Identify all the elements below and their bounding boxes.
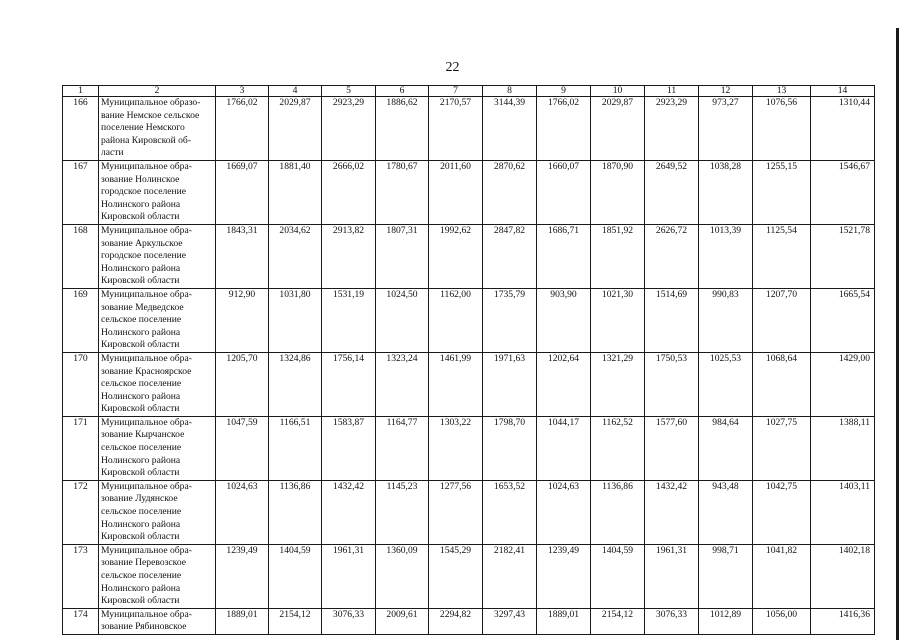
municipality-name-line: городское поселение — [101, 250, 187, 262]
column-header-2: 2 — [99, 86, 216, 97]
municipality-name-line: сельское поселение — [101, 442, 182, 454]
municipality-name-line: зование Рябиновское — [101, 621, 187, 633]
column-header-9: 9 — [537, 86, 591, 97]
value-cell-col-13: 1056,00 — [753, 608, 811, 634]
value-cell-col-8: 2870,62 — [483, 161, 537, 225]
table-row — [63, 97, 875, 161]
municipality-name-line: сельское поселение — [101, 570, 182, 581]
value-cell-col-6: 1024,50 — [376, 288, 429, 352]
value-cell-col-4: 2154,12 — [269, 608, 322, 634]
value-cell-col-10: 1021,30 — [591, 288, 645, 352]
table-row — [63, 480, 875, 544]
row-number: 166 — [63, 97, 99, 161]
value-cell-col-4: 1324,86 — [269, 352, 322, 416]
municipality-name-line: зование Красноярское — [101, 365, 192, 377]
table-header — [63, 86, 875, 97]
value-cell-col-14: 1521,78 — [811, 224, 875, 288]
value-cell-col-9: 1889,01 — [537, 608, 591, 634]
table-row — [63, 544, 875, 608]
value-cell-col-14: 1402,18 — [811, 544, 875, 608]
municipality-name-line: зование Медведское — [101, 301, 184, 313]
column-header-8: 8 — [483, 86, 537, 97]
table-row — [63, 608, 875, 634]
value-cell-col-4: 1136,86 — [269, 480, 322, 544]
row-number: 170 — [63, 352, 99, 416]
value-cell-col-10: 1870,90 — [591, 161, 645, 225]
value-cell-col-13: 1076,56 — [753, 97, 811, 161]
column-header-14: 14 — [811, 86, 875, 97]
value-cell-col-10: 1404,59 — [591, 544, 645, 608]
value-cell-col-11: 3076,33 — [645, 608, 699, 634]
column-header-12: 12 — [699, 86, 753, 97]
value-cell-col-7: 1303,22 — [429, 416, 483, 480]
municipality-name — [99, 224, 216, 288]
value-cell-col-9: 1024,63 — [537, 480, 591, 544]
municipality-name-line: Муниципальное обра- — [101, 224, 192, 236]
row-number: 167 — [63, 161, 99, 225]
page-number: 22 — [445, 60, 460, 75]
column-header-13: 13 — [753, 86, 811, 97]
municipality-name-line: поселение Немского — [101, 122, 185, 134]
column-header-6: 6 — [376, 86, 429, 97]
municipality-name — [99, 352, 216, 416]
value-cell-col-6: 1145,23 — [376, 480, 429, 544]
row-number: 174 — [63, 608, 99, 634]
value-cell-col-14: 1403,11 — [811, 480, 875, 544]
value-cell-col-13: 1125,54 — [753, 224, 811, 288]
value-cell-col-14: 1429,00 — [811, 352, 875, 416]
value-cell-col-12: 984,64 — [699, 416, 753, 480]
value-cell-col-12: 1025,53 — [699, 352, 753, 416]
value-cell-col-11: 2923,29 — [645, 97, 699, 161]
municipality-name-line: Нолинского района — [101, 390, 181, 402]
value-cell-col-5: 1531,19 — [322, 288, 376, 352]
row-number: 171 — [63, 416, 99, 480]
column-header-10: 10 — [591, 86, 645, 97]
municipality-name-line: Кировской области — [101, 403, 180, 415]
value-cell-col-5: 3076,33 — [322, 608, 376, 634]
row-number: 169 — [63, 288, 99, 352]
value-cell-col-4: 2034,62 — [269, 224, 322, 288]
value-cell-col-8: 1971,63 — [483, 352, 537, 416]
value-cell-col-14: 1665,54 — [811, 288, 875, 352]
value-cell-col-5: 1583,87 — [322, 416, 376, 480]
municipality-name-line: Кировской области — [101, 275, 180, 287]
data-table — [62, 85, 875, 635]
value-cell-col-4: 1881,40 — [269, 161, 322, 225]
value-cell-col-12: 1013,39 — [699, 224, 753, 288]
municipality-name-line: Кировской области — [101, 595, 180, 607]
value-cell-col-11: 2626,72 — [645, 224, 699, 288]
value-cell-col-11: 2649,52 — [645, 161, 699, 225]
value-cell-col-12: 1012,89 — [699, 608, 753, 634]
value-cell-col-4: 1404,59 — [269, 544, 322, 608]
value-cell-col-13: 1041,82 — [753, 544, 811, 608]
municipality-name-line: Нолинского района — [101, 198, 181, 210]
municipality-name-line: зование Лудянское — [101, 493, 178, 505]
value-cell-col-6: 1164,77 — [376, 416, 429, 480]
value-cell-col-7: 1545,29 — [429, 544, 483, 608]
row-number: 172 — [63, 480, 99, 544]
table-row — [63, 224, 875, 288]
municipality-name-line: вание Немское сельское — [101, 109, 200, 121]
municipality-name-line: сельское поселение — [101, 314, 182, 326]
value-cell-col-6: 1360,09 — [376, 544, 429, 608]
value-cell-col-9: 1202,64 — [537, 352, 591, 416]
value-cell-col-14: 1416,36 — [811, 608, 875, 634]
value-cell-col-12: 990,83 — [699, 288, 753, 352]
municipality-name-line: Кировской области — [101, 531, 180, 543]
value-cell-col-8: 1798,70 — [483, 416, 537, 480]
value-cell-col-10: 2029,87 — [591, 97, 645, 161]
value-cell-col-5: 2923,29 — [322, 97, 376, 161]
municipality-name-line: Нолинского района — [101, 326, 181, 338]
column-header-1: 1 — [63, 86, 99, 97]
table-body — [63, 97, 875, 635]
value-cell-col-12: 973,27 — [699, 97, 753, 161]
value-cell-col-10: 1321,29 — [591, 352, 645, 416]
municipality-name-line: зование Аркульское — [101, 237, 183, 249]
value-cell-col-3: 1024,63 — [216, 480, 269, 544]
value-cell-col-10: 1851,92 — [591, 224, 645, 288]
value-cell-col-9: 1660,07 — [537, 161, 591, 225]
value-cell-col-4: 1031,80 — [269, 288, 322, 352]
value-cell-col-5: 2913,82 — [322, 224, 376, 288]
value-cell-col-13: 1255,15 — [753, 161, 811, 225]
municipality-name-line: зование Перевозское — [101, 557, 187, 569]
value-cell-col-7: 2011,60 — [429, 161, 483, 225]
value-cell-col-10: 2154,12 — [591, 608, 645, 634]
municipality-name-line: ласти — [101, 147, 124, 159]
value-cell-col-3: 1239,49 — [216, 544, 269, 608]
municipality-name-line: Нолинского района — [101, 518, 181, 530]
value-cell-col-3: 1669,07 — [216, 161, 269, 225]
municipality-name-line: Нолинского района — [101, 582, 181, 594]
value-cell-col-9: 1686,71 — [537, 224, 591, 288]
value-cell-col-3: 1843,31 — [216, 224, 269, 288]
value-cell-col-14: 1546,67 — [811, 161, 875, 225]
value-cell-col-13: 1068,64 — [753, 352, 811, 416]
column-header-7: 7 — [429, 86, 483, 97]
municipality-name-line: Муниципальное образо- — [101, 97, 201, 108]
value-cell-col-7: 2170,57 — [429, 97, 483, 161]
value-cell-col-12: 943,48 — [699, 480, 753, 544]
municipality-name — [99, 480, 216, 544]
value-cell-col-7: 1992,62 — [429, 224, 483, 288]
scan-edge-rule — [896, 28, 899, 640]
municipality-name-line: района Кировской об- — [101, 134, 192, 146]
column-header-4: 4 — [269, 86, 322, 97]
value-cell-col-5: 1961,31 — [322, 544, 376, 608]
value-cell-col-10: 1162,52 — [591, 416, 645, 480]
municipality-name — [99, 608, 216, 634]
municipality-name — [99, 97, 216, 161]
value-cell-col-3: 1047,59 — [216, 416, 269, 480]
value-cell-col-6: 1807,31 — [376, 224, 429, 288]
value-cell-col-14: 1388,11 — [811, 416, 875, 480]
value-cell-col-12: 998,71 — [699, 544, 753, 608]
value-cell-col-11: 1432,42 — [645, 480, 699, 544]
value-cell-col-13: 1027,75 — [753, 416, 811, 480]
value-cell-col-8: 3297,43 — [483, 608, 537, 634]
value-cell-col-8: 1653,52 — [483, 480, 537, 544]
value-cell-col-8: 2182,41 — [483, 544, 537, 608]
value-cell-col-8: 3144,39 — [483, 97, 537, 161]
value-cell-col-4: 1166,51 — [269, 416, 322, 480]
value-cell-col-6: 1323,24 — [376, 352, 429, 416]
value-cell-col-11: 1750,53 — [645, 352, 699, 416]
municipality-name-line: Нолинского района — [101, 454, 181, 466]
row-number: 173 — [63, 544, 99, 608]
row-number: 168 — [63, 224, 99, 288]
municipality-name-line: Муниципальное обра- — [101, 352, 192, 364]
municipality-name-line: Муниципальное обра- — [101, 544, 192, 556]
column-header-3: 3 — [216, 86, 269, 97]
header-row — [63, 86, 875, 97]
value-cell-col-7: 1162,00 — [429, 288, 483, 352]
municipality-name-line: Муниципальное обра- — [101, 161, 192, 172]
municipality-name-line: городское поселение — [101, 186, 187, 198]
value-cell-col-9: 1044,17 — [537, 416, 591, 480]
municipality-name-line: Кировской области — [101, 339, 180, 351]
value-cell-col-7: 2294,82 — [429, 608, 483, 634]
value-cell-col-6: 1886,62 — [376, 97, 429, 161]
value-cell-col-9: 903,90 — [537, 288, 591, 352]
table-row — [63, 352, 875, 416]
municipality-name-line: Кировской области — [101, 467, 180, 479]
value-cell-col-3: 1205,70 — [216, 352, 269, 416]
value-cell-col-3: 912,90 — [216, 288, 269, 352]
value-cell-col-5: 1756,14 — [322, 352, 376, 416]
municipality-name — [99, 544, 216, 608]
value-cell-col-8: 1735,79 — [483, 288, 537, 352]
value-cell-col-11: 1514,69 — [645, 288, 699, 352]
value-cell-col-9: 1766,02 — [537, 97, 591, 161]
column-header-11: 11 — [645, 86, 699, 97]
municipality-name-line: сельское поселение — [101, 506, 182, 518]
value-cell-col-5: 1432,42 — [322, 480, 376, 544]
municipality-name-line: Муниципальное обра- — [101, 480, 192, 492]
value-cell-col-5: 2666,02 — [322, 161, 376, 225]
municipality-name — [99, 288, 216, 352]
value-cell-col-10: 1136,86 — [591, 480, 645, 544]
table-row — [63, 416, 875, 480]
value-cell-col-12: 1038,28 — [699, 161, 753, 225]
value-cell-col-3: 1766,02 — [216, 97, 269, 161]
value-cell-col-6: 1780,67 — [376, 161, 429, 225]
value-cell-col-9: 1239,49 — [537, 544, 591, 608]
municipality-name-line: Нолинского района — [101, 262, 181, 274]
value-cell-col-13: 1207,70 — [753, 288, 811, 352]
value-cell-col-14: 1310,44 — [811, 97, 875, 161]
column-header-5: 5 — [322, 86, 376, 97]
municipality-name — [99, 416, 216, 480]
municipality-name-line: сельское поселение — [101, 378, 182, 390]
municipality-name-line: Кировской области — [101, 211, 180, 223]
municipality-name-line: зование Кырчанское — [101, 429, 185, 441]
table-row — [63, 288, 875, 352]
value-cell-col-4: 2029,87 — [269, 97, 322, 161]
value-cell-col-7: 1277,56 — [429, 480, 483, 544]
value-cell-col-11: 1961,31 — [645, 544, 699, 608]
municipality-name-line: Муниципальное обра- — [101, 416, 192, 428]
table-row — [63, 161, 875, 225]
value-cell-col-13: 1042,75 — [753, 480, 811, 544]
municipality-name-line: зование Нолинское — [101, 173, 180, 185]
value-cell-col-7: 1461,99 — [429, 352, 483, 416]
value-cell-col-3: 1889,01 — [216, 608, 269, 634]
municipality-name-line: Муниципальное обра- — [101, 288, 192, 300]
value-cell-col-6: 2009,61 — [376, 608, 429, 634]
municipality-name — [99, 161, 216, 225]
value-cell-col-8: 2847,82 — [483, 224, 537, 288]
value-cell-col-11: 1577,60 — [645, 416, 699, 480]
municipality-name-line: Муниципальное обра- — [101, 608, 192, 620]
